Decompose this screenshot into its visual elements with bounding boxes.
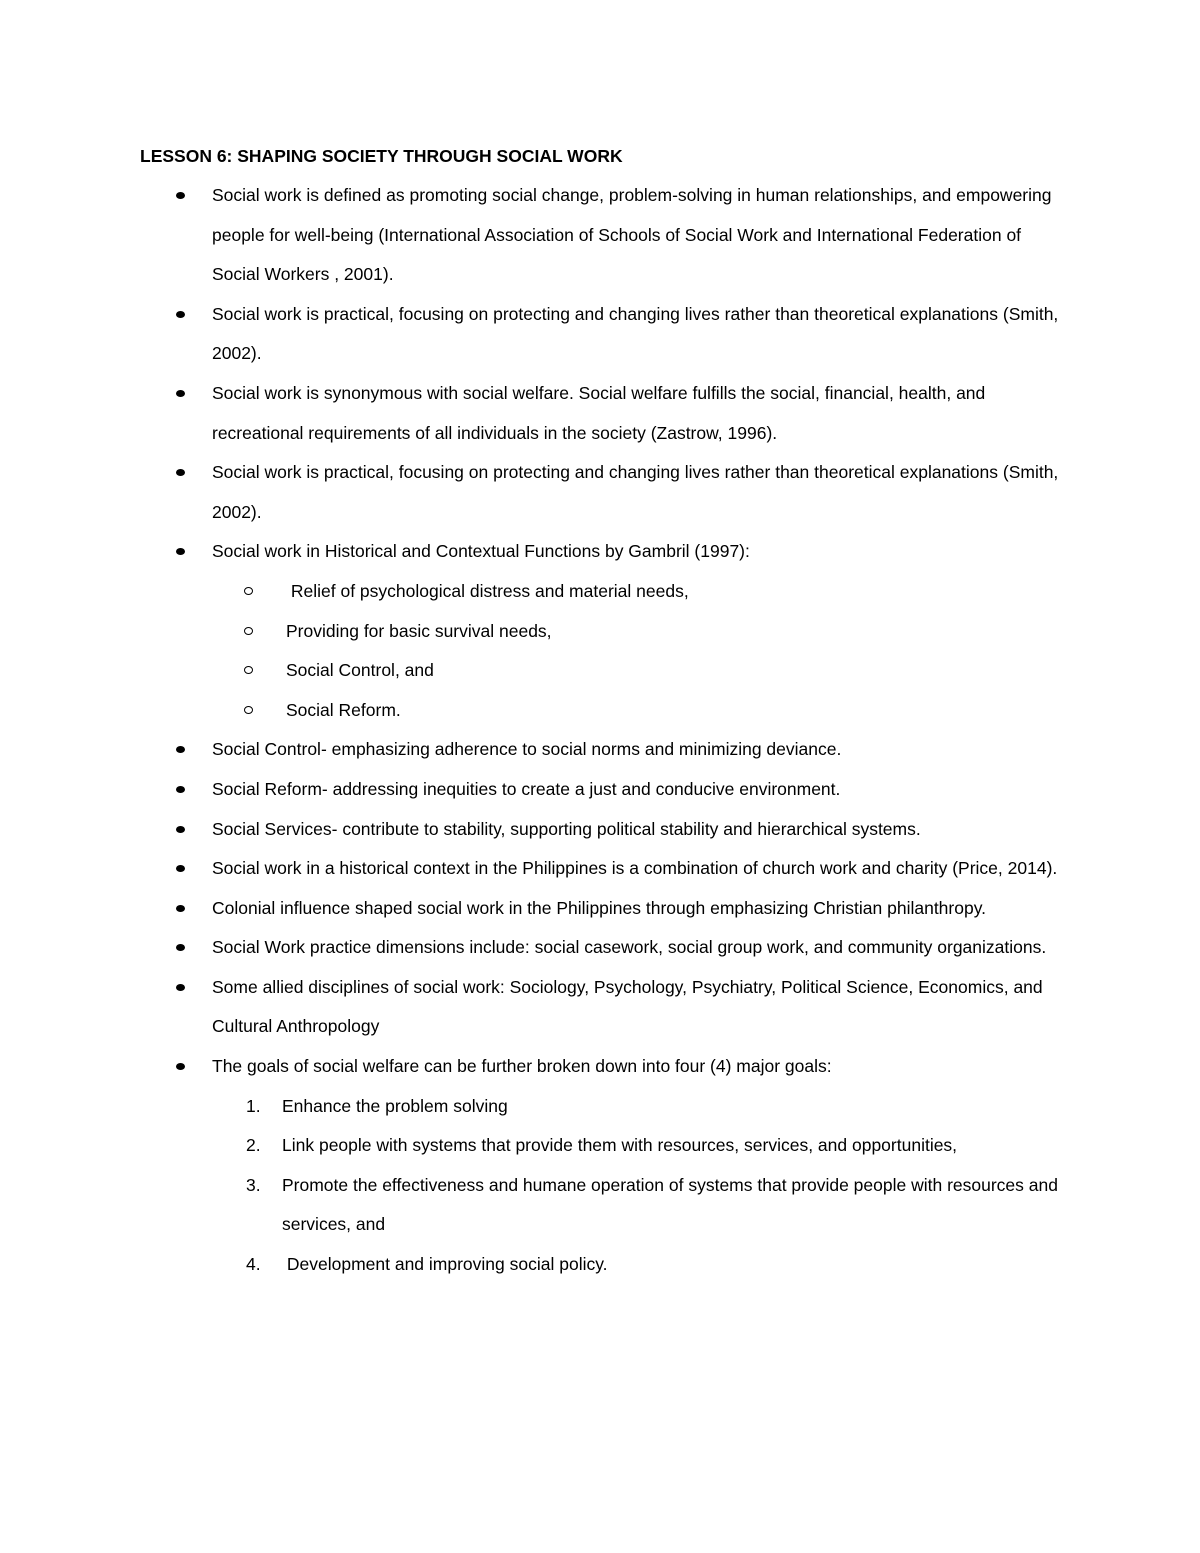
sub-bullet-text: Social Control, and [286, 660, 434, 681]
bullet-icon [176, 984, 185, 991]
sub-bullet-item [0, 691, 1200, 731]
bullet-icon [176, 905, 185, 912]
numbered-text: Enhance the problem solving [282, 1095, 508, 1116]
bullet-icon [176, 865, 185, 872]
bullet-item [0, 1047, 1072, 1087]
bullet-item [0, 810, 1072, 850]
hollow-bullet-icon [244, 627, 253, 635]
hollow-bullet-icon [244, 587, 253, 595]
bullet-icon [176, 311, 185, 318]
bullet-icon [176, 944, 185, 951]
bullet-text: Social work is defined as promoting social change, problem-solving in human relationships, and empowering people for well-being (International Association of Schools of Social Work and International Federation of Social Workers , 2001). [212, 185, 1052, 285]
bullet-item [0, 928, 1072, 968]
item-number: 4. [246, 1254, 261, 1275]
bullet-item [0, 532, 1072, 572]
numbered-text: Development and improving social policy. [282, 1254, 608, 1275]
bullet-item [0, 374, 1072, 453]
numbered-text: Promote the effectiveness and humane operation of systems that provide people with resources and services, and [282, 1174, 1058, 1235]
numbered-item [0, 1126, 1072, 1166]
bullet-text: Social Reform- addressing inequities to create a just and conducive environment. [212, 778, 841, 799]
hollow-bullet-icon [244, 666, 253, 674]
sub-bullet-text: Social Reform. [286, 699, 401, 720]
bullet-icon [176, 548, 185, 555]
bullet-text: Social Services- contribute to stability, supporting political stability and hierarchical systems. [212, 818, 921, 839]
bullet-icon [176, 1063, 185, 1070]
bullet-icon [176, 192, 185, 199]
bullet-text: Social work is practical, focusing on protecting and changing lives rather than theoretical explanations (Smith, 2002). [212, 303, 1059, 364]
item-number: 2. [246, 1135, 261, 1156]
lesson-title: LESSON 6: SHAPING SOCIETY THROUGH SOCIAL WORK [140, 146, 623, 166]
bullet-text: Social Control- emphasizing adherence to social norms and minimizing deviance. [212, 739, 842, 760]
sub-bullet-item [0, 651, 1200, 691]
bullet-text: Some allied disciplines of social work: Sociology, Psychology, Psychiatry, Political Science, Economics, and Cultural Anthropology [212, 976, 1043, 1037]
numbered-item [0, 1087, 1072, 1127]
lesson-content [0, 176, 1200, 1285]
sub-bullet-text: Providing for basic survival needs, [286, 620, 552, 641]
bullet-item [0, 730, 1072, 770]
bullet-text: The goals of social welfare can be further broken down into four (4) major goals: [212, 1056, 832, 1077]
sub-bullet-item [0, 572, 1200, 612]
bullet-icon [176, 786, 185, 793]
bullet-icon [176, 746, 185, 753]
bullet-item [0, 849, 1072, 889]
bullet-item [0, 176, 1072, 295]
bullet-text: Social work in a historical context in the Philippines is a combination of church work and charity (Price, 2014). [212, 858, 1058, 879]
bullet-icon [176, 390, 185, 397]
bullet-item [0, 770, 1072, 810]
bullet-item [0, 889, 1072, 929]
bullet-text: Social work is synonymous with social welfare. Social welfare fulfills the social, financial, health, and recreational requirements of all individuals in the society (Zastrow, 1996). [212, 382, 986, 443]
numbered-text: Link people with systems that provide them with resources, services, and opportunities, [282, 1135, 958, 1156]
item-number: 3. [246, 1174, 261, 1195]
bullet-icon [176, 469, 185, 476]
bullet-item [0, 968, 1072, 1047]
bullet-text: Colonial influence shaped social work in the Philippines through emphasizing Christian philanthropy. [212, 897, 987, 918]
bullet-item [0, 453, 1072, 532]
bullet-icon [176, 826, 185, 833]
bullet-item [0, 295, 1072, 374]
bullet-text: Social Work practice dimensions include: social casework, social group work, and community organizations. [212, 937, 1047, 958]
bullet-text: Social work is practical, focusing on protecting and changing lives rather than theoretical explanations (Smith, 2002). [212, 462, 1059, 522]
sub-bullet-text: Relief of psychological distress and material needs, [286, 580, 689, 601]
sub-bullet-item [0, 612, 1200, 652]
bullet-text: Social work in Historical and Contextual Functions by Gambril (1997): [212, 541, 750, 562]
hollow-bullet-icon [244, 706, 253, 714]
item-number: 1. [246, 1095, 261, 1116]
numbered-item [0, 1166, 1072, 1245]
numbered-item [0, 1245, 1072, 1285]
